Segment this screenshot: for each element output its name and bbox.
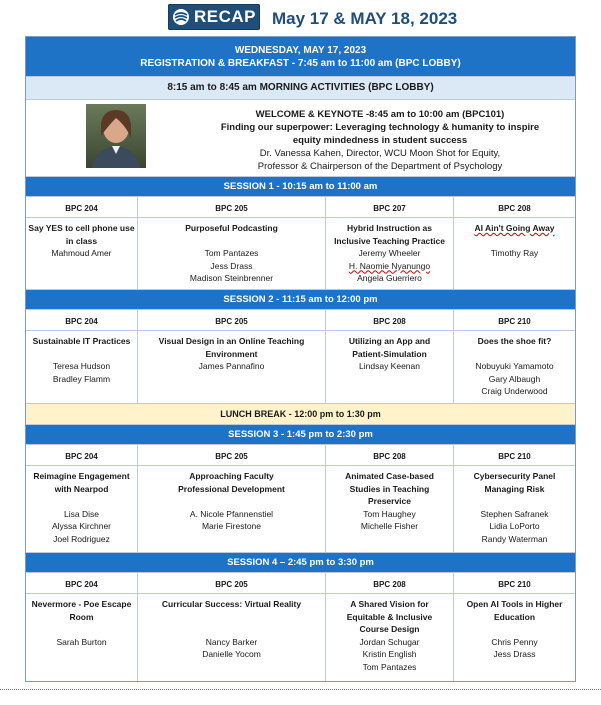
presenter: Angela Guerriero bbox=[357, 273, 422, 283]
talk-title: Managing Risk bbox=[484, 483, 545, 494]
talk-title: Hybrid Instruction as bbox=[346, 223, 432, 233]
presenter: Lidia LoPorto bbox=[489, 521, 540, 531]
schedule-table bbox=[25, 36, 576, 682]
talk-title: Approaching Faculty bbox=[189, 471, 274, 481]
talk-cell bbox=[326, 466, 454, 552]
talk-cell bbox=[454, 218, 575, 289]
talk-title: Education bbox=[493, 611, 536, 622]
talk-title: Cybersecurity Panel bbox=[473, 471, 556, 481]
talk-title: Room bbox=[69, 611, 94, 622]
presenter: Chris Penny bbox=[491, 636, 538, 647]
room-label: BPC 208 bbox=[454, 197, 575, 217]
talk-cell bbox=[26, 594, 138, 681]
presenter: Bradley Flamm bbox=[52, 373, 111, 384]
presenter: Teresa Hudson bbox=[52, 361, 111, 371]
session-3-rooms bbox=[26, 445, 575, 466]
talk-cell bbox=[454, 594, 575, 681]
room-label: BPC 204 bbox=[26, 197, 138, 217]
page-header bbox=[0, 0, 601, 36]
talk-title: Patient-Simulation bbox=[352, 348, 427, 359]
talk-title: Reimagine Engagement bbox=[33, 471, 130, 481]
session-4-rooms bbox=[26, 573, 575, 594]
session-3-talks bbox=[26, 466, 575, 553]
room-label: BPC 204 bbox=[26, 310, 138, 330]
talk-cell bbox=[138, 331, 326, 403]
keynote-block bbox=[26, 100, 575, 177]
room-label: BPC 208 bbox=[326, 445, 454, 465]
keynote-title-1: Finding our superpower: Leveraging technology & humanity to inspire bbox=[220, 122, 540, 133]
talk-cell bbox=[326, 594, 454, 681]
day-banner bbox=[26, 37, 575, 77]
presenter: Kristin English bbox=[362, 649, 417, 659]
presenter: Craig Underwood bbox=[481, 386, 548, 396]
day-title: WEDNESDAY, MAY 17, 2023 bbox=[234, 45, 367, 56]
presenter: Lisa Dise bbox=[64, 508, 99, 519]
session-1-rooms bbox=[26, 197, 575, 218]
presenter: Lindsay Keenan bbox=[359, 361, 420, 371]
talk-title: with Nearpod bbox=[54, 483, 109, 494]
talk-cell bbox=[26, 218, 138, 289]
talk-cell bbox=[26, 466, 138, 552]
room-label: BPC 205 bbox=[138, 573, 326, 593]
talk-title: Sustainable IT Practices bbox=[32, 336, 131, 346]
room-label: BPC 210 bbox=[454, 573, 575, 593]
talk-cell bbox=[138, 466, 326, 552]
talk-title: Equitable & Inclusive bbox=[346, 611, 433, 622]
talk-cell bbox=[138, 218, 326, 289]
talk-title: in class bbox=[65, 235, 98, 246]
session-2-rooms bbox=[26, 310, 575, 331]
session-1-banner: SESSION 1 - 10:15 am to 11:00 am bbox=[26, 177, 575, 197]
presenter: Gary Albaugh bbox=[488, 373, 541, 384]
lunch-break: LUNCH BREAK - 12:00 pm to 1:30 pm bbox=[26, 404, 575, 425]
recap-swirl-icon bbox=[172, 8, 190, 26]
room-label: BPC 205 bbox=[138, 445, 326, 465]
session-4-banner: SESSION 4 – 2:45 pm to 3:30 pm bbox=[26, 553, 575, 573]
keynote-title-2: equity mindedness in student success bbox=[292, 135, 468, 146]
talk-title: Professional Development bbox=[178, 483, 285, 494]
spacer bbox=[454, 235, 575, 248]
presenter: Randy Waterman bbox=[481, 533, 548, 544]
talk-title: Open AI Tools in Higher bbox=[466, 599, 563, 609]
room-label: BPC 207 bbox=[326, 197, 454, 217]
presenter: Michelle Fisher bbox=[360, 521, 419, 531]
presenter: Stephen Safranek bbox=[480, 508, 549, 519]
presenter: Tom Haughey bbox=[363, 508, 416, 519]
spacer bbox=[454, 348, 575, 361]
talk-title: Purposeful Podcasting bbox=[185, 223, 278, 233]
keynote-speaker-1: Dr. Vanessa Kahen, Director, WCU Moon Shot for Equity, bbox=[259, 148, 501, 159]
talk-cell bbox=[326, 218, 454, 289]
spacer bbox=[26, 348, 137, 361]
page-break-line bbox=[0, 689, 601, 690]
presenter: Sarah Burton bbox=[56, 636, 107, 647]
presenter: Alyssa Kirchner bbox=[51, 521, 112, 531]
room-label: BPC 210 bbox=[454, 310, 575, 330]
presenter: Tom Pantazes bbox=[362, 661, 417, 672]
event-dates: May 17 & MAY 18, 2023 bbox=[272, 9, 458, 28]
talk-title: Does the shoe fit? bbox=[477, 336, 552, 346]
spacer bbox=[26, 623, 137, 636]
presenter: James Pannafino bbox=[198, 361, 265, 371]
talk-title: Animated Case-based bbox=[345, 471, 434, 481]
talk-cell bbox=[26, 331, 138, 403]
registration-line: REGISTRATION & BREAKFAST - 7:45 am to 11:00 am (BPC LOBBY) bbox=[140, 58, 461, 69]
room-label: BPC 204 bbox=[26, 445, 138, 465]
spacer bbox=[138, 611, 325, 624]
morning-activities: 8:15 am to 8:45 am MORNING ACTIVITIES (BPC LOBBY) bbox=[26, 77, 575, 100]
room-label: BPC 208 bbox=[326, 573, 454, 593]
session-1-talks bbox=[26, 218, 575, 290]
session-4-talks bbox=[26, 594, 575, 681]
presenter: Joel Rodriguez bbox=[53, 533, 110, 544]
keynote-text bbox=[200, 108, 560, 173]
presenter: A. Nicole Pfannenstiel bbox=[189, 508, 274, 519]
room-label: BPC 205 bbox=[138, 310, 326, 330]
talk-title: Preservice bbox=[367, 496, 411, 506]
room-label: BPC 205 bbox=[138, 197, 326, 217]
session-2-banner: SESSION 2 - 11:15 am to 12:00 pm bbox=[26, 290, 575, 310]
spacer bbox=[138, 235, 325, 248]
presenter: Jess Drass bbox=[493, 649, 536, 659]
session-2-talks bbox=[26, 331, 575, 404]
presenter: H. Naomie Nyanungo bbox=[348, 260, 431, 271]
talk-title: AI Ain't Going Away bbox=[474, 223, 555, 233]
talk-title: Curricular Success: Virtual Reality bbox=[161, 599, 302, 609]
talk-title: A Shared Vision for bbox=[350, 599, 429, 609]
presenter: Madison Steinbrenner bbox=[189, 273, 274, 283]
spacer bbox=[138, 623, 325, 636]
session-3-banner: SESSION 3 - 1:45 pm to 2:30 pm bbox=[26, 425, 575, 445]
talk-title: Nevermore - Poe Escape bbox=[31, 599, 132, 609]
recap-logo bbox=[168, 4, 260, 30]
logo-text: RECAP bbox=[194, 7, 257, 26]
talk-title: Studies in Teaching bbox=[349, 483, 430, 494]
talk-title: Visual Design in an Online Teaching bbox=[158, 336, 305, 346]
room-label: BPC 210 bbox=[454, 445, 575, 465]
spacer bbox=[138, 495, 325, 508]
keynote-heading: WELCOME & KEYNOTE -8:45 am to 10:00 am (BPC101) bbox=[255, 109, 505, 120]
talk-title: Environment bbox=[205, 348, 258, 359]
presenter: Tom Pantazes bbox=[204, 248, 259, 258]
room-label: BPC 208 bbox=[326, 310, 454, 330]
presenter: Danielle Yocom bbox=[202, 649, 261, 659]
presenter: Jeremy Wheeler bbox=[358, 248, 421, 258]
talk-cell bbox=[138, 594, 326, 681]
talk-cell bbox=[454, 331, 575, 403]
presenter: Nancy Barker bbox=[205, 636, 258, 647]
talk-title: Utilizing an App and bbox=[348, 336, 431, 346]
presenter: Jordan Schugar bbox=[359, 636, 420, 647]
keynote-speaker-2: Professor & Chairperson of the Department of Psychology bbox=[257, 161, 503, 172]
presenter: Timothy Ray bbox=[490, 248, 539, 258]
talk-cell bbox=[326, 331, 454, 403]
spacer bbox=[454, 495, 575, 508]
talk-title: Say YES to cell phone use bbox=[28, 223, 135, 233]
talk-cell bbox=[454, 466, 575, 552]
spacer bbox=[454, 623, 575, 636]
presenter: Nobuyuki Yamamoto bbox=[475, 361, 554, 371]
presenter: Marie Firestone bbox=[201, 521, 262, 531]
talk-title: Course Design bbox=[359, 624, 420, 634]
room-label: BPC 204 bbox=[26, 573, 138, 593]
talk-title: Inclusive Teaching Practice bbox=[334, 235, 445, 246]
spacer bbox=[26, 495, 137, 508]
presenter: Jess Drass bbox=[210, 260, 253, 271]
speaker-photo bbox=[86, 104, 146, 168]
presenter: Mahmoud Amer bbox=[51, 248, 112, 258]
